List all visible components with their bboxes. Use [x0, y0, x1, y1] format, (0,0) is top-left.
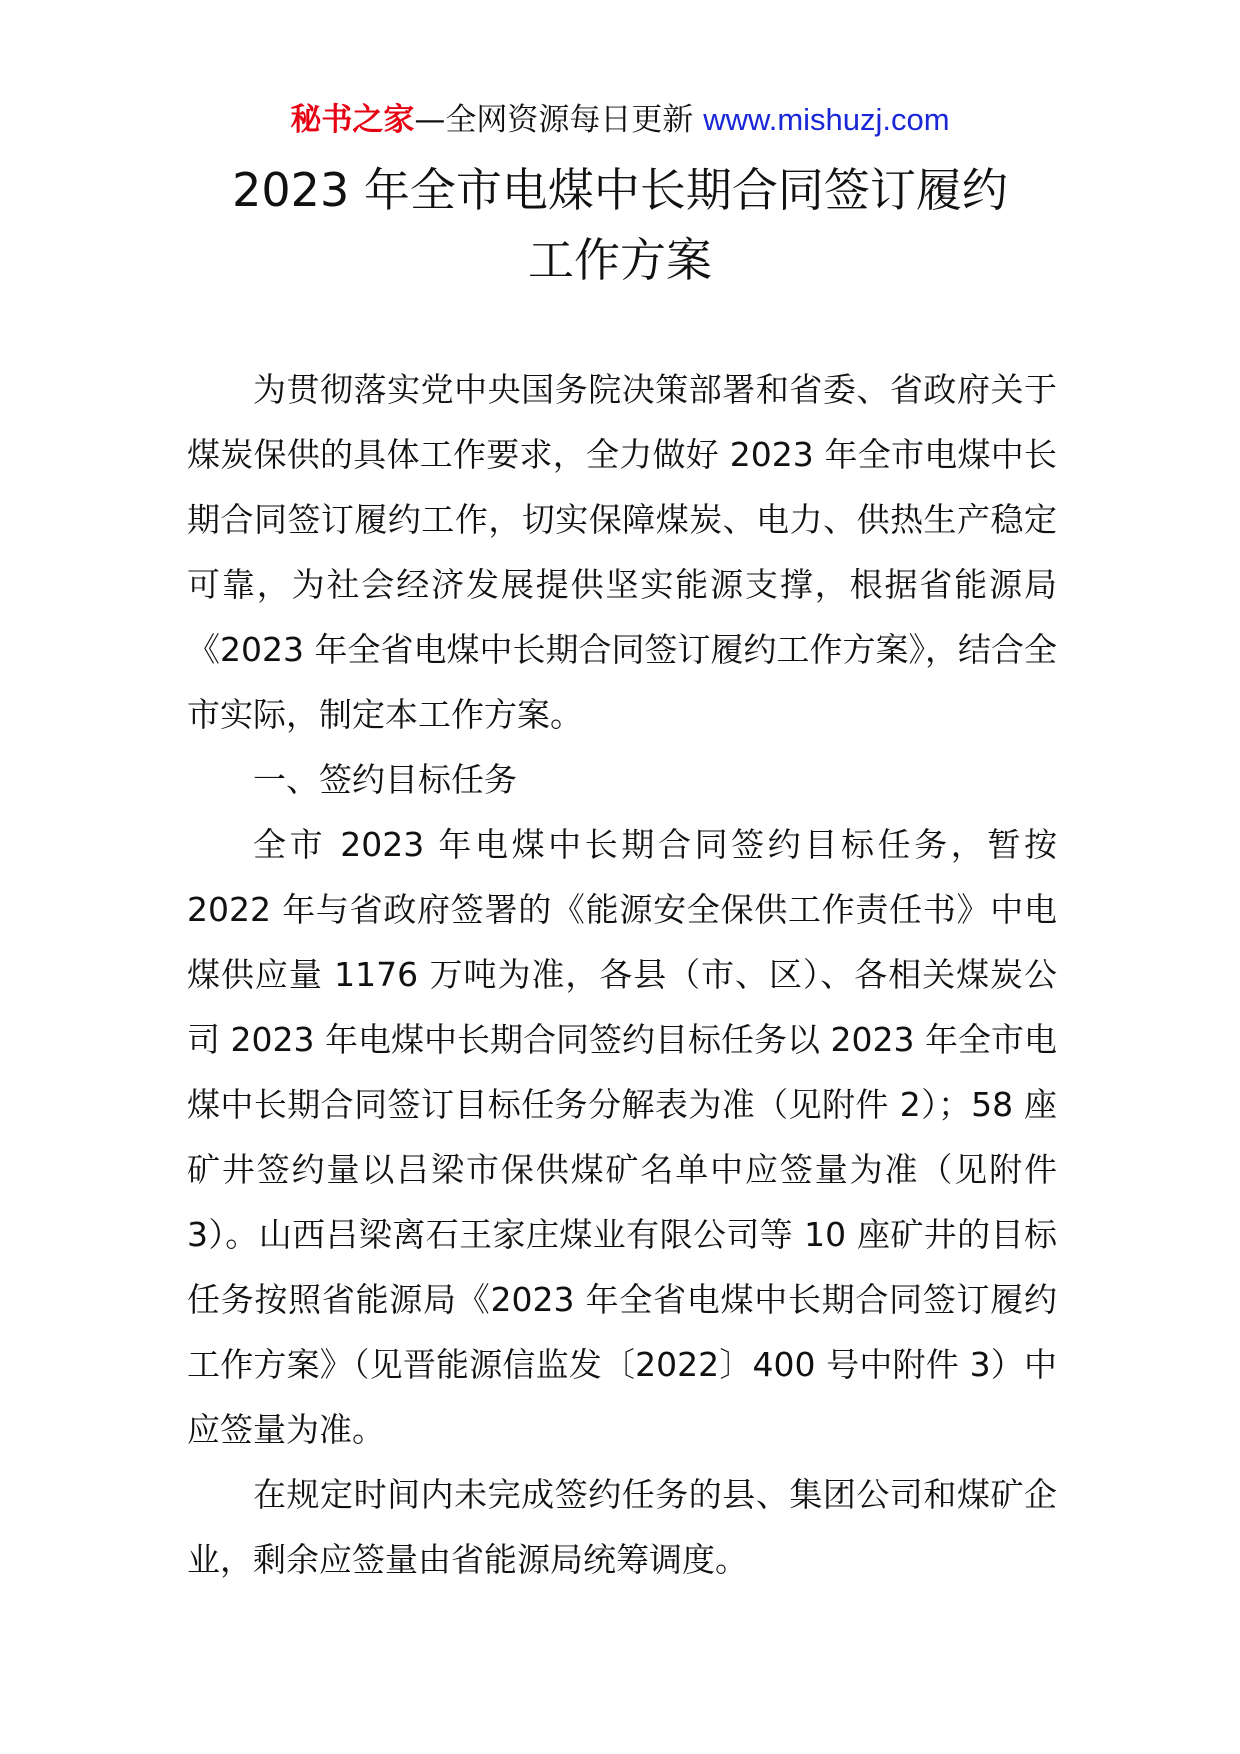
body-paragraph-deadline: 在规定时间内未完成签约任务的县、集团公司和煤矿企业，剩余应签量由省能源局统筹调度。 [187, 1475, 1057, 1579]
document-title-line-1: 2023 年全市电煤中长期合同签订履约 [232, 163, 1008, 217]
section-heading-1: 一、签约目标任务 [253, 760, 517, 799]
brand-name: 秘书之家 [290, 102, 415, 138]
header-slogan: —全网资源每日更新 [414, 102, 704, 138]
watermark-header [0, 100, 1240, 140]
document-body [187, 357, 1057, 1592]
body-paragraph-targets: 全市 2023 年电煤中长期合同签约目标任务，暂按 2022 年与省政府签署的《能源安全保供工作责任书》中电煤供应量 1176 万吨为准，各县（市、区）、各相关煤炭公司 2023 年电煤中长期合同签约目标任务以 2023 年全市电煤中长期合同签订目标任务分解表为准（见附件 2）；58 座矿井签约量以吕梁市保供煤矿名单中应签量为准（见附件 3）。山西吕梁离石王家庄煤业有限公司等 10 座矿井的目标任务按照省能源局《2023 年全省电煤中长期合同签订履约工作方案》（见晋能源信监发〔2022〕400 号中附件 3）中应签量为准。 [187, 825, 1057, 1449]
document-title-line-2: 工作方案 [528, 233, 712, 287]
header-url-link[interactable]: www.mishuzj.com [703, 102, 950, 137]
body-paragraph-intro: 为贯彻落实党中央国务院决策部署和省委、省政府关于煤炭保供的具体工作要求，全力做好 2023 年全市电煤中长期合同签订履约工作，切实保障煤炭、电力、供热生产稳定可靠，为社会经济发展提供坚实能源支撑，根据省能源局《2023 年全省电煤中长期合同签订履约工作方案》，结合全市实际，制定本工作方案。 [187, 370, 1057, 734]
